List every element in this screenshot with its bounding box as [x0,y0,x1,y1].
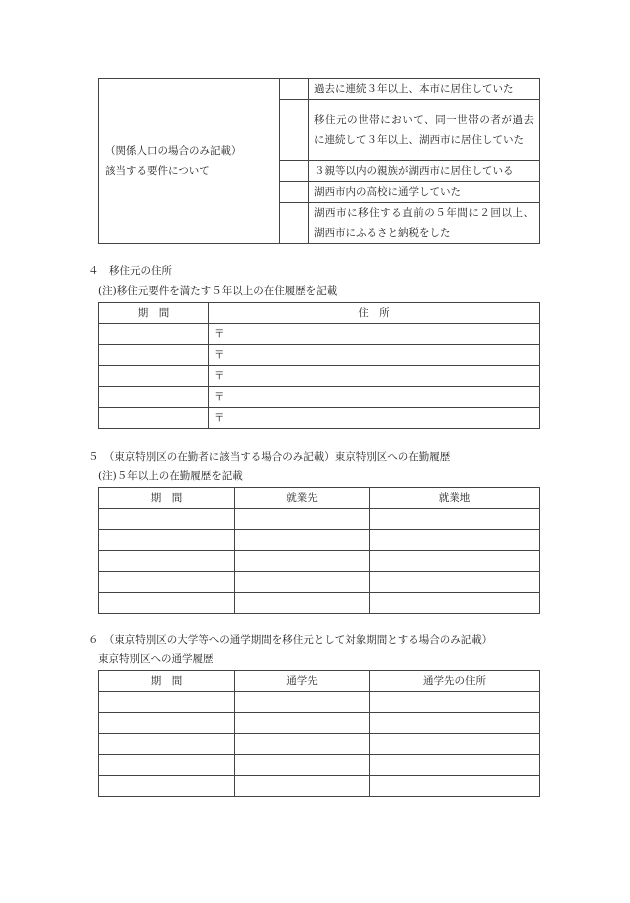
postal-mark: 〒 [214,370,225,382]
period-cell[interactable] [99,324,209,345]
postal-mark: 〒 [214,349,225,361]
period-cell[interactable] [99,530,235,551]
period-cell[interactable] [99,408,209,429]
address-cell[interactable] [209,345,540,366]
postal-mark: 〒 [214,328,225,340]
table-row [99,387,540,408]
school-address-cell[interactable] [370,776,540,797]
address-cell[interactable] [209,408,540,429]
address-cell[interactable] [209,366,540,387]
table-row [99,713,540,734]
table-row [99,324,540,345]
requirement-text-4: 湖西市内の高校に通学していた [309,182,540,203]
requirement-text-5: 湖西市に移住する直前の５年間に２回以上、湖西市にふるさと納税をした [309,203,540,244]
school-address-cell[interactable] [370,713,540,734]
school-history-table [98,670,540,797]
workplace-cell[interactable] [370,509,540,530]
column-header-school-address: 通学先の住所 [370,671,540,692]
period-cell[interactable] [99,509,235,530]
period-cell[interactable] [99,551,235,572]
requirement-text-2: 移住元の世帯において、同一世帯の者が過去に連続して３年以上、湖西市に居住していた [309,100,540,161]
table-row [99,734,540,755]
period-cell[interactable] [99,755,235,776]
column-header-period: 期 間 [99,671,235,692]
table-row [99,593,540,614]
table-row [99,776,540,797]
requirements-label-cell [99,79,280,244]
workplace-cell[interactable] [370,593,540,614]
school-cell[interactable] [235,755,370,776]
period-cell[interactable] [99,387,209,408]
section6-heading: ６ （東京特別区の大学等への通学期間を移住元として対象期間とする場合のみ記載） [88,634,493,646]
section4-heading: ４ 移住元の住所 [88,265,172,277]
table-row [99,408,540,429]
column-header-period: 期 間 [99,488,235,509]
employer-cell[interactable] [235,530,370,551]
work-history-table [98,487,540,614]
period-cell[interactable] [99,593,235,614]
section5-note: (注)５年以上の在勤履歴を記載 [98,470,243,482]
section5-heading: ５ （東京特別区の在勤者に該当する場合のみ記載）東京特別区への在勤履歴 [88,451,451,463]
table-row [99,572,540,593]
requirement-checkbox-3[interactable] [280,161,309,182]
table-row [99,692,540,713]
address-cell[interactable] [209,387,540,408]
period-cell[interactable] [99,572,235,593]
column-header-school: 通学先 [235,671,370,692]
table-row [99,509,540,530]
period-cell[interactable] [99,776,235,797]
period-cell[interactable] [99,734,235,755]
requirement-text-3: ３親等以内の親族が湖西市に居住している [309,161,540,182]
section4-note: (注)移住元要件を満たす５年以上の在住履歴を記載 [98,285,338,297]
workplace-cell[interactable] [370,572,540,593]
period-cell[interactable] [99,713,235,734]
school-address-cell[interactable] [370,692,540,713]
table-header-row [99,671,540,692]
requirement-checkbox-2[interactable] [280,100,309,161]
school-address-cell[interactable] [370,734,540,755]
workplace-cell[interactable] [370,530,540,551]
period-cell[interactable] [99,366,209,387]
school-cell[interactable] [235,713,370,734]
employer-cell[interactable] [235,593,370,614]
period-cell[interactable] [99,345,209,366]
requirement-checkbox-1[interactable] [280,79,309,100]
table-row [99,755,540,776]
requirement-text-1: 過去に連続３年以上、本市に居住していた [309,79,540,100]
period-cell[interactable] [99,692,235,713]
table-row [99,530,540,551]
employer-cell[interactable] [235,551,370,572]
requirement-checkbox-5[interactable] [280,203,309,244]
requirements-table [98,78,540,244]
school-cell[interactable] [235,776,370,797]
postal-mark: 〒 [214,391,225,403]
column-header-workplace: 就業地 [370,488,540,509]
table-row [99,551,540,572]
postal-mark: 〒 [214,412,225,424]
requirements-label-line2: 該当する要件について [105,165,210,177]
address-cell[interactable] [209,324,540,345]
workplace-cell[interactable] [370,551,540,572]
address-history-table [98,302,540,429]
column-header-period: 期 間 [99,303,209,324]
column-header-address: 住 所 [209,303,540,324]
requirements-label-line1: （関係人口の場合のみ記載） [105,145,242,157]
requirement-checkbox-4[interactable] [280,182,309,203]
section6-subheading: 東京特別区への通学履歴 [98,653,214,665]
table-row [99,345,540,366]
table-header-row [99,488,540,509]
column-header-employer: 就業先 [235,488,370,509]
employer-cell[interactable] [235,572,370,593]
school-cell[interactable] [235,692,370,713]
table-header-row [99,303,540,324]
school-cell[interactable] [235,734,370,755]
table-row [99,366,540,387]
employer-cell[interactable] [235,509,370,530]
school-address-cell[interactable] [370,755,540,776]
